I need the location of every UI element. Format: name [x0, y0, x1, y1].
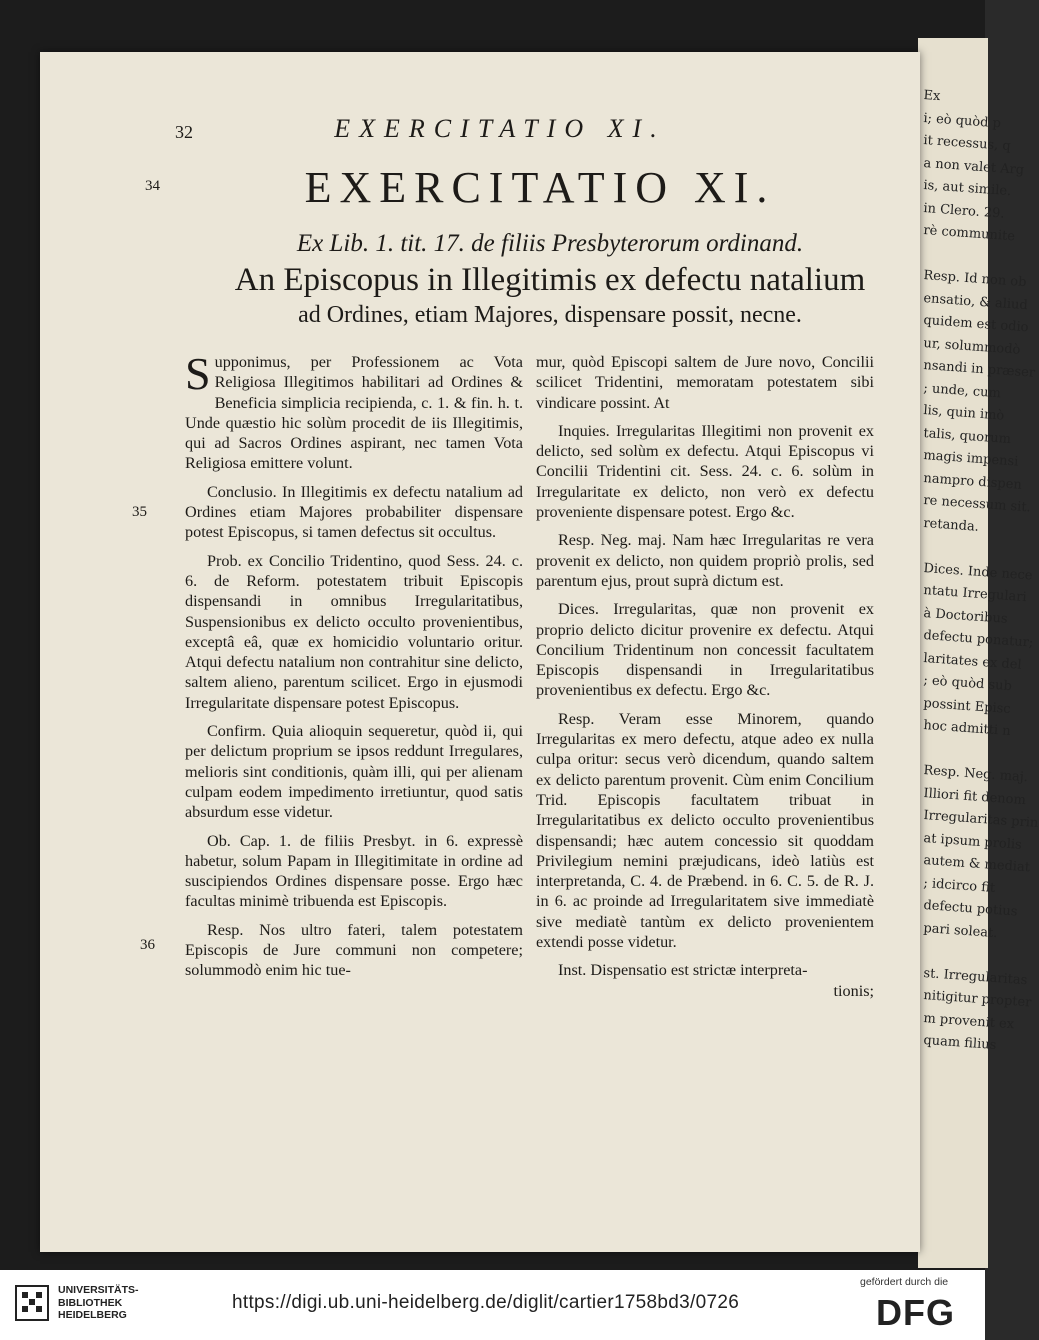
facing-page-line: magis impensi	[922, 448, 1019, 470]
facing-page-line: Irregularitas prin	[922, 808, 1039, 831]
library-name-line: BIBLIOTHEK	[58, 1296, 123, 1309]
facing-page-line: re necessum sit.	[922, 493, 1032, 516]
paragraph: Confirm. Quia alioquin sequeretur, quòd ii, qui per delictum proprium se ipsos reddunt Irregulares, melioris sint conditionis, quàm illi, qui per alienam culpam eodem impedimento irretiuntur, quod satis absurdum esse videtur.	[185, 722, 523, 822]
facing-page-line: Ex	[922, 88, 941, 105]
facing-page-line: defectu potius	[922, 898, 1018, 920]
facing-page-line: Resp. Neg. maj.	[922, 763, 1029, 786]
facing-page-line: st. Irregularitas	[922, 965, 1028, 988]
chapter-title: EXERCITATIO XI.	[304, 163, 776, 212]
facing-page-line: possint Episc	[922, 695, 1012, 717]
facing-page-line: ; idcirco fit	[922, 875, 996, 896]
catchword: tionis;	[833, 981, 874, 1000]
paragraph: Dices. Irregularitas, quæ non provenit ex proprio delicto dicitur provenire ex defectu. Atqui Concilium Tridentinum non concessit facultatem Episcopis dispensandi in Irregularitatibus provenientibus ex defectu. Ergo &c.	[536, 600, 874, 700]
facing-page-line: in Clero. 29.	[922, 200, 1006, 222]
paragraph: Resp. Veram esse Minorem, quando Irregularitas ex mero defectu, atque adeo ex nulla culpa oritur: secus verò dicendum, quando saltem ex delicto parentum provenit. Cùm enim Concilium Trid. Episcopis facultatem tribuat in Irregularitatibus ex delicto occulto provenientibus dispensandi; hæc autem concessio sit quoddam Privilegium nemini præjudicans, ideò latiùs est interpretanda, C. 4. de Præbend. in 6. C. 5. de R. J. in 6. ac proinde ad Irregularitatem sive immediatè sive mediatè tantùm ex delicto provenientem extendi posse videtur.	[536, 709, 874, 952]
facing-page-line: ensatio, & aliud	[922, 290, 1029, 313]
facing-page-line: rè communite	[922, 223, 1016, 245]
facing-page-line: hoc admitti n	[922, 718, 1012, 740]
facing-page-line: at ipsum prolis	[922, 830, 1023, 853]
facing-page-line: ur, solummodò	[922, 335, 1021, 358]
facing-page-line: quidem est odio	[922, 313, 1029, 336]
paragraph-text: upponimus, per Professionem ac Vota Religiosa Illegitimos habilitari ad Ordines & Beneficia simplicia recipienda, c. 1. & fin. h. t. Unde quæstio hic solùm procedit de iis Illegitimis, qui ad Sacros Ordines aspirant, nec tamen Vota Religiosa emittere volunt.	[185, 353, 523, 473]
drop-cap: S	[185, 348, 211, 399]
chapter-subtitle: Ex Lib. 1. tit. 17. de filiis Presbyterorum ordinand.	[296, 230, 804, 257]
facing-page-line: nampro dispen	[922, 470, 1023, 493]
facing-page-line: laritates ex del	[922, 650, 1023, 673]
running-head: EXERCITATIO XI.	[334, 114, 666, 143]
funded-by-label: gefördert durch die	[860, 1276, 949, 1288]
margin-number: 35	[132, 504, 147, 520]
facing-page-line: m provenit ex	[922, 1010, 1015, 1032]
facing-page-line: nsandi in præser	[922, 358, 1036, 381]
facing-page-line: retanda.	[922, 515, 980, 535]
library-name-line: UNIVERSITÄTS-	[58, 1284, 139, 1296]
facing-page-line: ; unde, cum	[922, 380, 1002, 401]
facing-page-line: Illiori fit denom	[922, 785, 1027, 808]
paragraph: Conclusio. In Illegitimis ex defectu natalium ad Ordines etiam Majores probabiliter dispensare potest Episcopus, si tamen defectus sit occultus.	[185, 482, 523, 542]
margin-number: 34	[145, 178, 160, 194]
paragraph: Ob. Cap. 1. de filiis Presbyt. in 6. expressè habetur, solum Papam in Illegitimitate in ordine ad suscipiendos Ordines dispensare posse. Ergo hæc facultas minimè tribuenda est Episcopis.	[185, 831, 523, 911]
left-column	[185, 348, 523, 989]
facing-page-line: defectu ponatur;	[922, 628, 1034, 651]
facing-page-line: Resp. Id non ob	[922, 268, 1027, 291]
question-heading-line1: An Episcopus in Illegitimis ex defectu natalium	[234, 262, 866, 298]
facing-page-line: nitigitur propter	[922, 988, 1032, 1011]
book-page	[40, 52, 920, 1252]
university-seal-icon	[14, 1284, 50, 1322]
paragraph: mur, quòd Episcopi saltem de Jure novo, Concilii scilicet Tridentini, memoratam potestatem sibi vindicare possint. At	[536, 353, 874, 412]
paragraph: Resp. Neg. maj. Nam hæc Irregularitas re vera provenit ex delicto, non quidem propriò prolis, sed parentum ejus, prout suprà dictum est.	[536, 531, 874, 590]
facing-page-line: autem & mediat	[922, 853, 1031, 876]
facing-page-line: a non valet Arg	[922, 155, 1025, 178]
library-name[interactable]	[58, 1284, 139, 1322]
library-name-line: HEIDELBERG	[58, 1309, 127, 1321]
paragraph: Inquies. Irregularitas Illegitimi non provenit ex delicto, sed solùm ex defectu. Atqui Episcopus vi Concilii Tridentini cit. Sess. 24. c. 6. solùm in Irregularitate ex delicto, non verò ex defectu proveniente dispensare potest. Ergo &c.	[536, 421, 874, 522]
facing-page-line: quam filius	[922, 1033, 997, 1054]
facing-page-line: à Doctoribus	[922, 605, 1008, 627]
dfg-logo[interactable]: DFG	[876, 1292, 955, 1333]
facing-page-line: talis, quorum	[922, 425, 1012, 447]
paragraph	[185, 348, 523, 474]
facing-page-edge	[918, 38, 1039, 1268]
facing-page-line: Dices. Inde nece	[922, 560, 1033, 584]
paragraph: Prob. ex Concilio Tridentino, quod Sess. 24. c. 6. de Reform. potestatem tribuit Episcopis dispensandi in omnibus Irregularitatibus, Suspensionibus ex delicto occulto provenientibus, exceptâ eâ, quæ ex homicidio voluntario oritur. Atqui defectu natalium non contrahitur sine delicto, saltem alieno, parentum scilicet. Ergo in ejusmodi Irregularitate dispensare potest Episcopus.	[185, 551, 523, 712]
facing-page-line: i; eò quòd p	[922, 110, 1002, 131]
facing-page-line: ntatu Irregulari	[922, 583, 1028, 606]
facing-page-line: pari soleat.	[922, 920, 998, 941]
paragraph: Resp. Nos ultro fateri, talem potestatem Episcopis de Jure communi non competere; solummodò enim hic tue-	[185, 920, 523, 980]
facing-page-line: ; eò quòd sub	[922, 673, 1013, 695]
right-column	[536, 352, 874, 1001]
facing-page-line: lis, quin imò	[922, 403, 1005, 424]
facing-page-line: is, aut simile.	[922, 178, 1012, 200]
facing-page-line: it recessus, q	[922, 133, 1012, 155]
question-heading-line2: ad Ordines, etiam Majores, dispensare possit, necne.	[298, 302, 802, 328]
footer-bar	[0, 1270, 985, 1340]
paragraph: Inst. Dispensatio est strictæ interpreta-	[558, 961, 808, 980]
permalink-url[interactable]: https://digi.ub.uni-heidelberg.de/diglit/cartier1758bd3/0726	[232, 1292, 740, 1313]
page-number: 32	[175, 122, 193, 142]
margin-number: 36	[140, 937, 155, 953]
